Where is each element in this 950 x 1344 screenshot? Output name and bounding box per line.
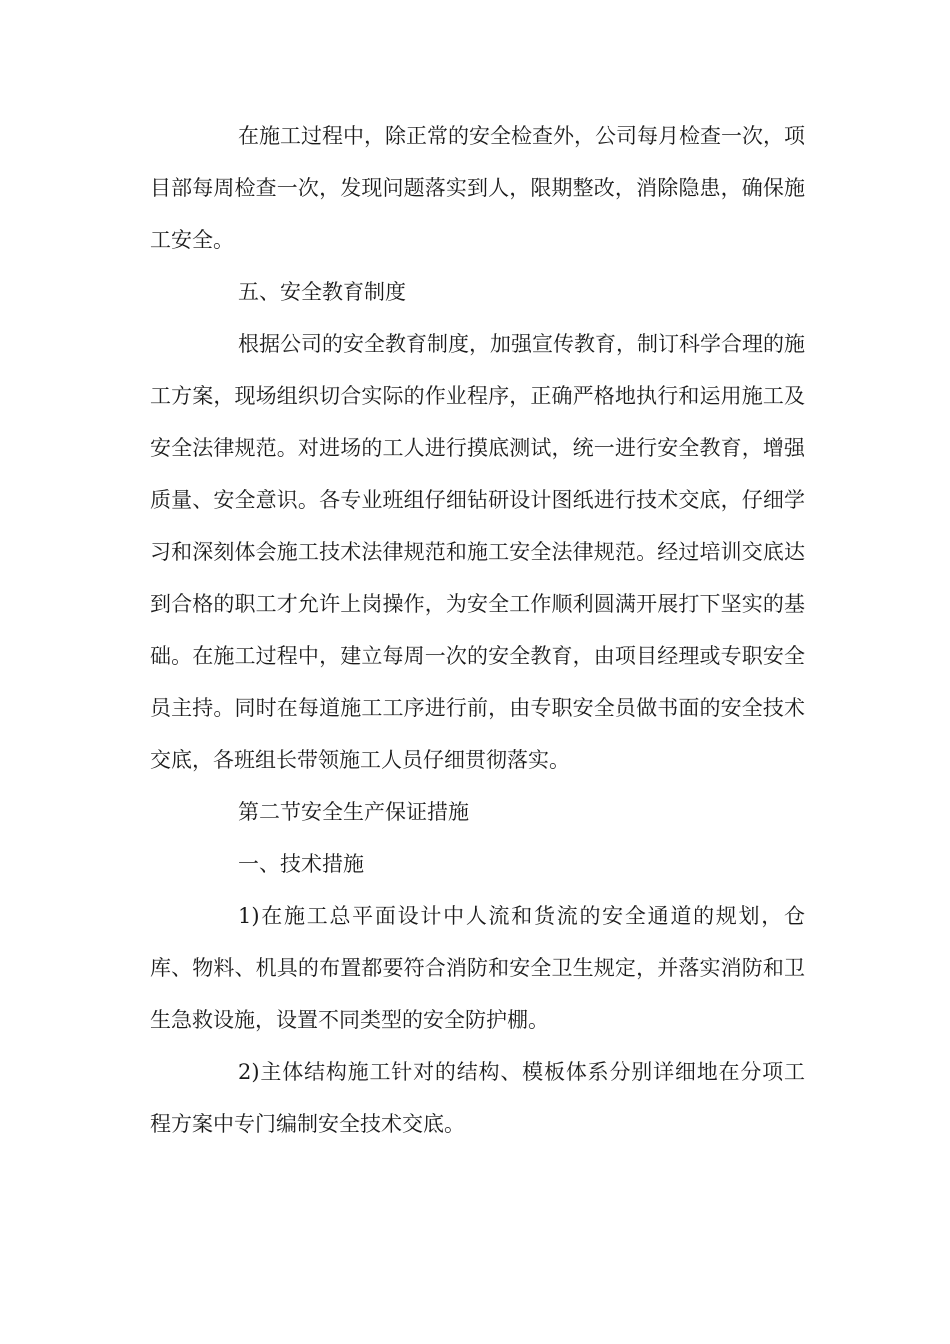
- paragraph-measure-2: 2)主体结构施工针对的结构、模板体系分别详细地在分项工程方案中专门编制安全技术交底。: [150, 1060, 805, 1136]
- heading-technical-measures: 一、技术措施: [238, 852, 364, 876]
- document-body: [150, 110, 805, 1150]
- heading-safety-education: 五、安全教育制度: [238, 280, 406, 304]
- paragraph-inspection: 在施工过程中，除正常的安全检查外，公司每月检查一次，项目部每周检查一次，发现问题落实到人，限期整改，消除隐患，确保施工安全。: [150, 124, 805, 252]
- heading-section-two: 第二节安全生产保证措施: [238, 800, 469, 824]
- paragraph-safety-education: 根据公司的安全教育制度，加强宣传教育，制订科学合理的施工方案，现场组织切合实际的作业程序，正确严格地执行和运用施工及安全法律规范。对进场的工人进行摸底测试，统一进行安全教育，增强质量、安全意识。各专业班组仔细钻研设计图纸进行技术交底，仔细学习和深刻体会施工技术法律规范和施工安全法律规范。经过培训交底达到合格的职工才允许上岗操作，为安全工作顺利圆满开展打下坚实的基础。在施工过程中，建立每周一次的安全教育，由项目经理或专职安全员主持。同时在每道施工工序进行前，由专职安全员做书面的安全技术交底，各班组长带领施工人员仔细贯彻落实。: [150, 332, 805, 772]
- paragraph-measure-1: 1)在施工总平面设计中人流和货流的安全通道的规划，仓库、物料、机具的布置都要符合消防和安全卫生规定，并落实消防和卫生急救设施，设置不同类型的安全防护棚。: [150, 904, 805, 1032]
